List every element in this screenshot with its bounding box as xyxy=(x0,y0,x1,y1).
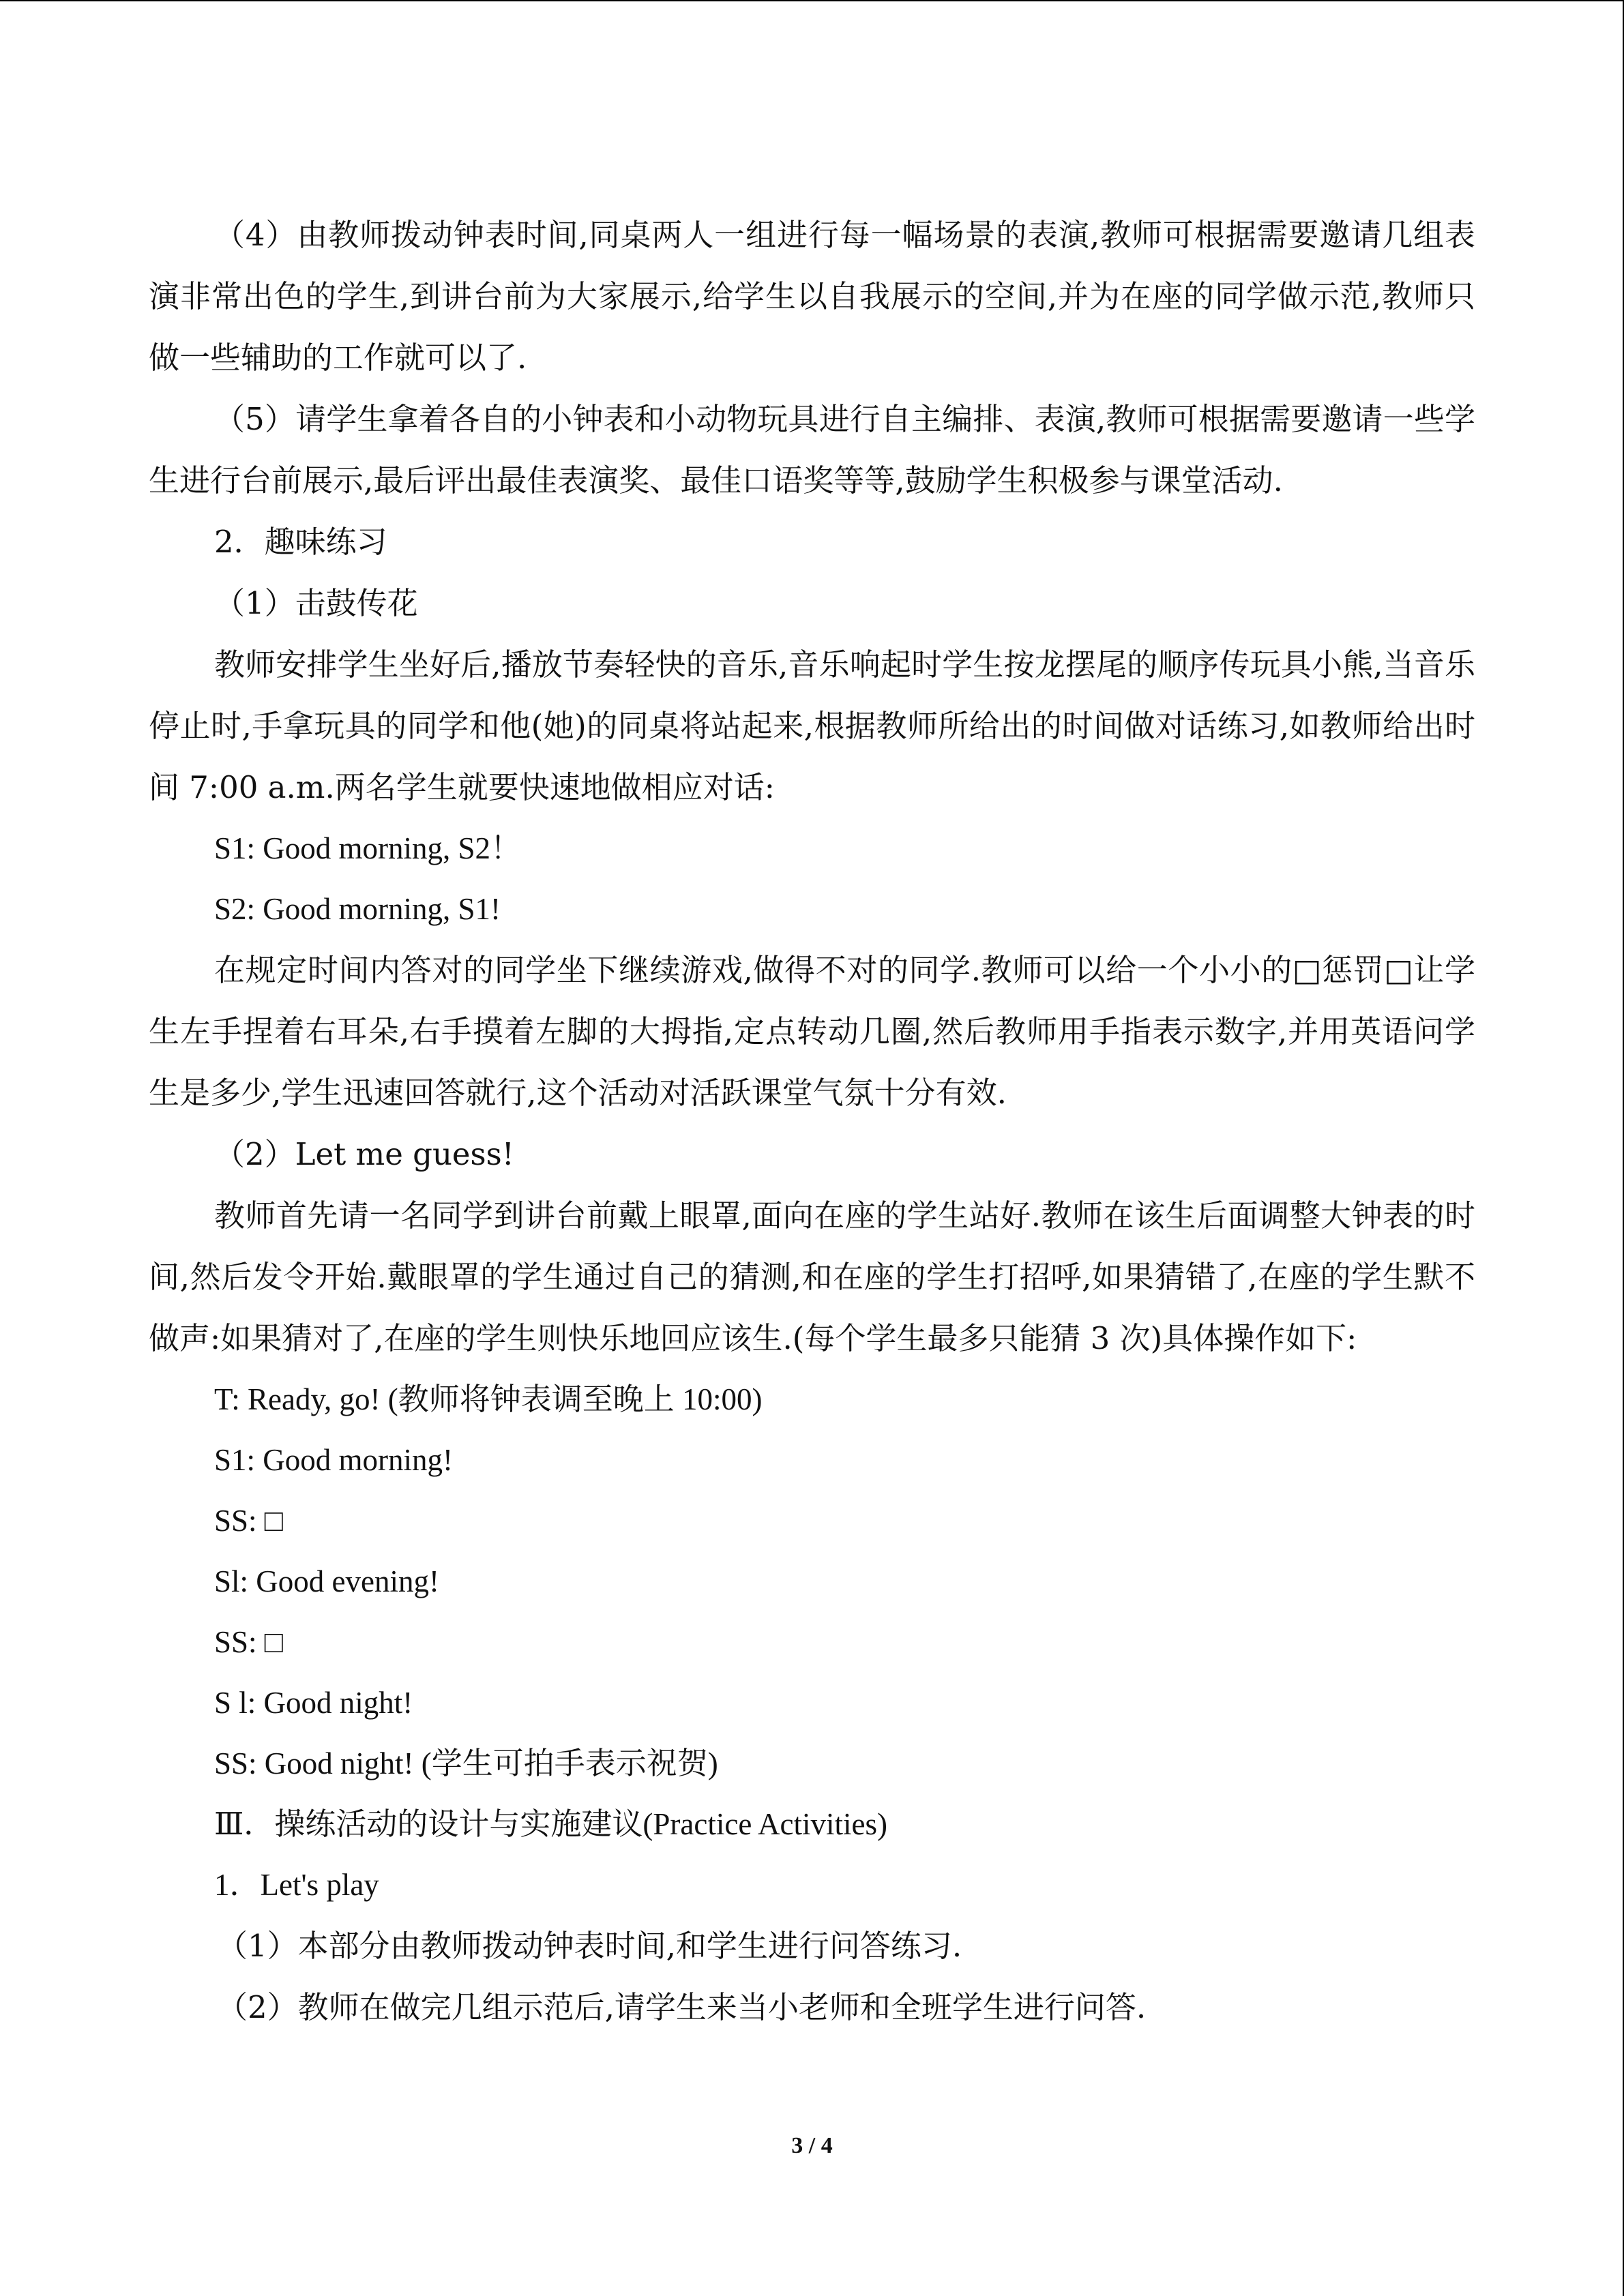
subheading-let-me-guess: （2）Let me guess! xyxy=(214,1136,514,1172)
paragraph-drum-game: 教师安排学生坐好后,播放节奏轻快的音乐,音乐响起时学生按龙摆尾的顺序传玩具小熊,当音乐停止时,手拿玩具的同学和他(她)的同桌将站起来,根据教师所给出的时间做对话练习,如教师给出时间 7:00 a.m.两名学生就要快速地做相应对话: xyxy=(149,646,1475,805)
list-item: （1）本部分由教师拨动钟表时间,和学生进行问答练习. xyxy=(217,1928,962,1964)
paragraph-let-me-guess: 教师首先请一名同学到讲台前戴上眼罩,面向在座的学生站好.教师在该生后面调整大钟表的时间,然后发令开始.戴眼罩的学生通过自己的猜测,和在座的学生打招呼,如果猜错了,在座的学生默不做声:如果猜对了,在座的学生则快乐地回应该生.(每个学生最多只能猜 3 次)具体操作如下: xyxy=(149,1197,1475,1356)
dialog-line: T: Ready, go! (教师将钟表调至晚上 10:00) xyxy=(214,1382,763,1416)
dialog-line: SS: □ xyxy=(214,1625,283,1659)
section-heading-practice-activities: Ⅲ．操练活动的设计与实施建议(Practice Activities) xyxy=(214,1807,888,1841)
paragraph-step-4: （4）由教师拨动钟表时间,同桌两人一组进行每一幅场景的表演,教师可根据需要邀请几组表演非常出色的学生,到讲台前为大家展示,给学生以自我展示的空间,并为在座的同学做示范,教师只做一些辅助的工作就可以了. xyxy=(149,217,1475,376)
dialog-line: SS: □ xyxy=(214,1504,283,1538)
paragraph-step-5: （5）请学生拿着各自的小钟表和小动物玩具进行自主编排、表演,教师可根据需要邀请一些学生进行台前展示,最后评出最佳表演奖、最佳口语奖等等,鼓励学生积极参与课堂活动. xyxy=(149,401,1475,498)
dialog-line: S1: Good morning! xyxy=(214,1443,454,1477)
dialog-line: S l: Good night! xyxy=(214,1686,413,1720)
page-number: 3 / 4 xyxy=(791,2133,833,2158)
dialog-line: S1: Good morning, S2！ xyxy=(214,831,522,865)
subheading-drum-game: （1）击鼓传花 xyxy=(214,585,418,621)
dialog-line: S2: Good morning, S1! xyxy=(214,892,501,926)
document-body xyxy=(149,205,1475,2038)
list-item: （2）教师在做完几组示范后,请学生来当小老师和全班学生进行问答. xyxy=(217,1989,1147,2025)
paragraph-game-rules: 在规定时间内答对的同学坐下继续游戏,做得不对的同学.教师可以给一个小小的□惩罚□让学生左手捏着右耳朵,右手摸着左脚的大拇指,定点转动几圈,然后教师用手指表示数字,并用英语问学生是多少,学生迅速回答就行,这个活动对活跃课堂气氛十分有效. xyxy=(149,952,1475,1111)
subheading-lets-play: 1．Let's play xyxy=(214,1868,379,1902)
section-heading-fun-practice: 2．趣味练习 xyxy=(214,524,387,560)
dialog-line: Sl: Good evening! xyxy=(214,1564,439,1598)
dialog-line: SS: Good night! (学生可拍手表示祝贺) xyxy=(214,1746,718,1780)
